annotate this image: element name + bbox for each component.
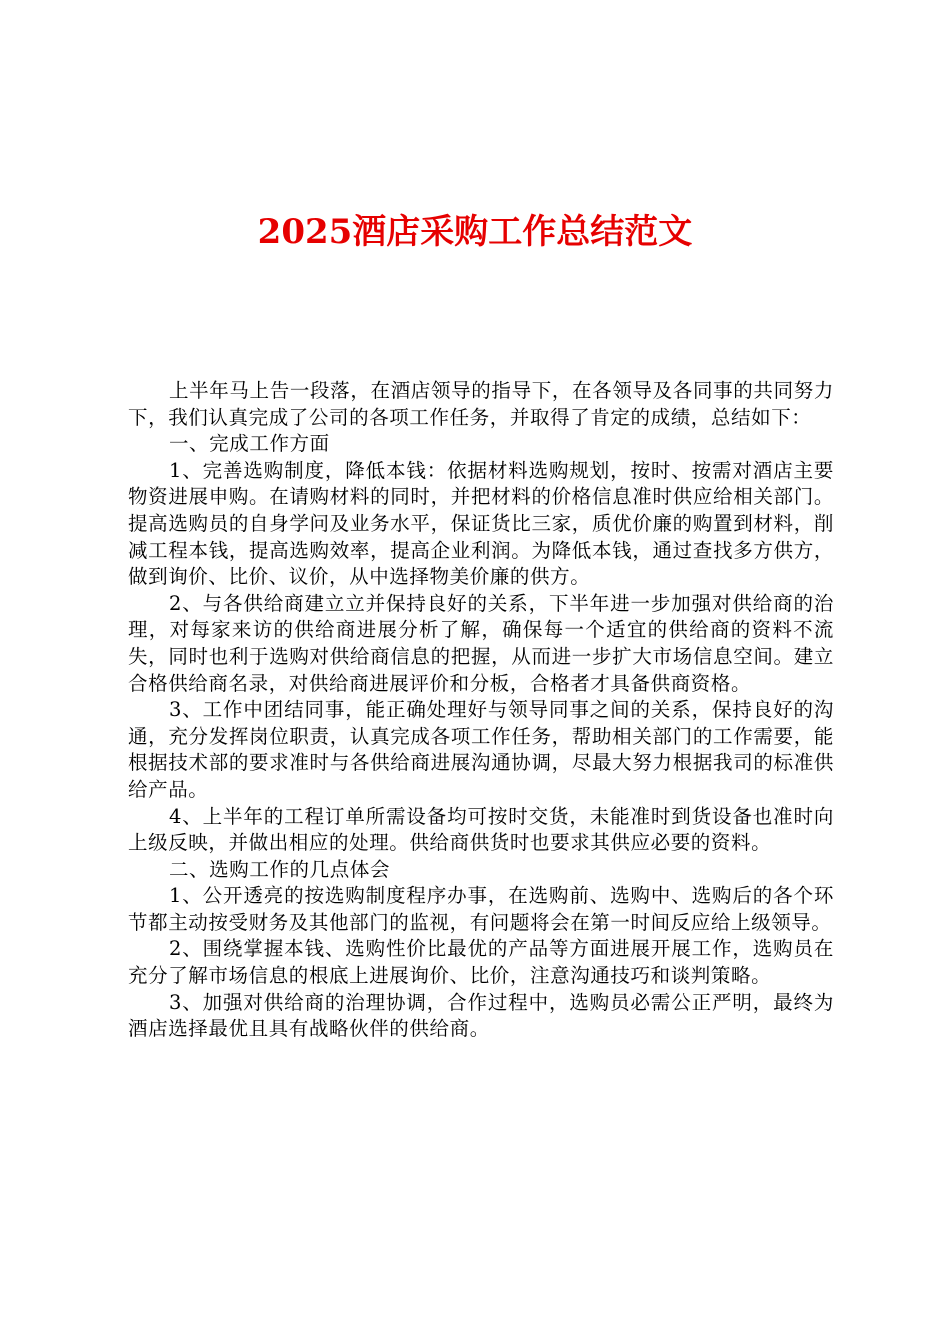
paragraph-experience-2: 2、围绕掌握本钱、选购性价比最优的产品等方面进展开展工作，选购员在充分了解市场信息的根底上进展询价、比价，注意沟通技巧和谈判策略。 [128, 937, 834, 988]
paragraph-item-2: 2、与各供给商建立立并保持良好的关系，下半年进一步加强对供给商的治理，对每家来访的供给商进展分析了解，确保每一个适宜的供给商的资料不流失，同时也利于选购对供给商信息的把握，从而进一步扩大市场信息空间。建立合格供给商名录，对供给商进展评价和分板，合格者才具备供商资格。 [128, 591, 834, 695]
paragraph-item-3: 3、工作中团结同事，能正确处理好与领导同事之间的关系，保持良好的沟通，充分发挥岗位职责，认真完成各项工作任务，帮助相关部门的工作需要，能根据技术部的要求准时与各供给商进展沟通协调，尽最大努力根据我司的标准供给产品。 [128, 698, 834, 801]
paragraph-item-1: 1、完善选购制度，降低本钱：依据材料选购规划，按时、按需对酒店主要物资进展申购。在请购材料的同时，并把材料的价格信息准时供应给相关部门。提高选购员的自身学问及业务水平，保证货比三家，质优价廉的购置到材料，削减工程本钱，提高选购效率，提高企业利润。为降低本钱，通过查找多方供方，做到询价、比价、议价，从中选择物美价廉的供方。 [128, 458, 834, 589]
document-title: 2025酒店采购工作总结范文 [257, 212, 693, 252]
document-body [128, 378, 834, 1043]
paragraph-item-4: 4、上半年的工程订单所需设备均可按时交货，未能准时到货设备也准时向上级反映，并做出相应的处理。供给商供货时也要求其供应必要的资料。 [128, 804, 834, 855]
paragraph-experience-3: 3、加强对供给商的治理协调，合作过程中，选购员必需公正严明，最终为酒店选择最优且具有战略伙伴的供给商。 [128, 990, 834, 1041]
paragraph-experience-1: 1、公开透亮的按选购制度程序办事，在选购前、选购中、选购后的各个环节都主动按受财务及其他部门的监视，有问题将会在第一时间反应给上级领导。 [128, 884, 834, 934]
section-heading-experiences: 二、选购工作的几点体会 [168, 857, 391, 881]
intro-paragraph: 上半年马上告一段落，在酒店领导的指导下，在各领导及各同事的共同努力下，我们认真完成了公司的各项工作任务，并取得了肯定的成绩，总结如下： [128, 379, 834, 429]
section-heading-work-completed: 一、完成工作方面 [168, 432, 330, 456]
